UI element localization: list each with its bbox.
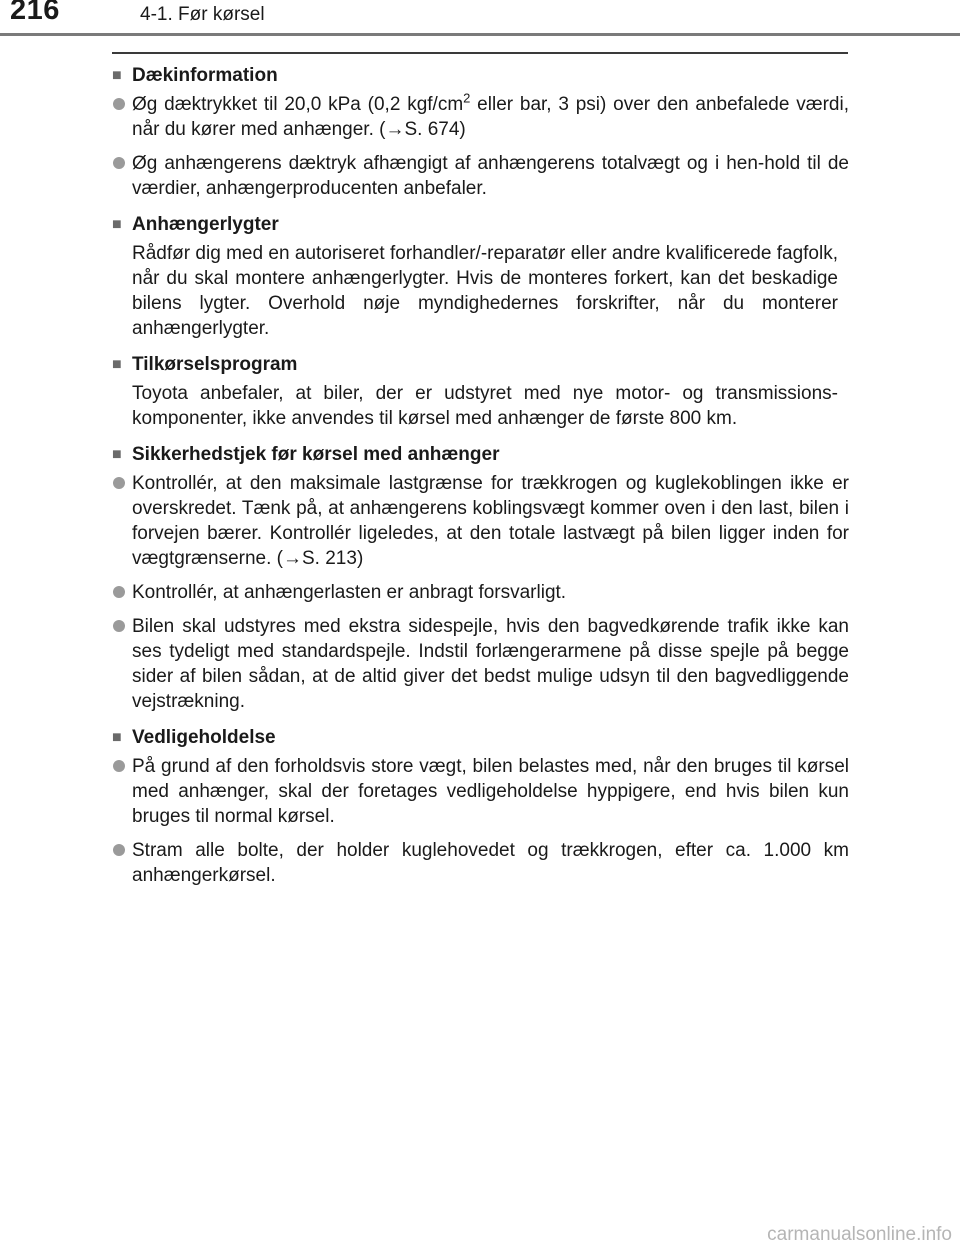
section-heading bbox=[112, 63, 849, 88]
watermark-link[interactable]: carmanualsonline.info bbox=[767, 1224, 952, 1245]
circle-bullet-icon bbox=[112, 614, 132, 639]
section-title: Tilkørselsprogram bbox=[132, 354, 298, 375]
list-item-text: Kontrollér, at anhængerlasten er anbragt forsvarligt. bbox=[132, 582, 567, 603]
list-item-text: Øg anhængerens dæktryk afhængigt af anhængerens totalvægt og i hen-hold til de værdier, anhængerproducenten anbefaler. bbox=[132, 153, 849, 199]
circle-bullet-icon bbox=[112, 92, 132, 117]
section-heading bbox=[112, 352, 849, 377]
list-item-text-part: Øg dæktrykket til 20,0 kPa (0,2 kgf/cm bbox=[132, 94, 464, 115]
list-item-text: Bilen skal udstyres med ekstra sidespejle, hvis den bagvedkørende trafik ikke kan ses tydeligt med standardspejle. Indstil forlængerarmene på disse spejle på begge sider af bilen sådan, at de altid giver det bedst mulige udsyn til den bagvedliggende vejstrækning. bbox=[132, 616, 849, 712]
page-number: 216 bbox=[10, 0, 60, 26]
circle-bullet-icon bbox=[112, 471, 132, 496]
list-item-text bbox=[132, 92, 849, 142]
list-item-text-part: eller bar, 3 psi) over den anbefalede værdi, når du kører med anhænger. (→S. 674) bbox=[132, 94, 849, 140]
section-sikkerhedstjek bbox=[112, 442, 849, 714]
section-heading bbox=[112, 442, 849, 467]
content-divider bbox=[112, 52, 848, 54]
section-heading bbox=[112, 725, 849, 750]
superscript: 2 bbox=[463, 90, 471, 106]
square-bullet-icon: ■ bbox=[112, 216, 122, 233]
circle-bullet-icon bbox=[112, 754, 132, 779]
square-bullet-icon: ■ bbox=[112, 356, 122, 373]
section-title: Dækinformation bbox=[132, 65, 278, 86]
list-item bbox=[112, 754, 849, 829]
section-title: Vedligeholdelse bbox=[132, 727, 276, 748]
section-title: Sikkerhedstjek før kørsel med anhænger bbox=[132, 444, 500, 465]
section-tilkoerselsprogram bbox=[112, 352, 849, 431]
list-item bbox=[112, 580, 849, 605]
chapter-title: 4-1. Før kørsel bbox=[140, 4, 265, 25]
circle-bullet-icon bbox=[112, 838, 132, 863]
list-item bbox=[112, 471, 849, 571]
section-title: Anhængerlygter bbox=[132, 214, 279, 235]
section-heading bbox=[112, 212, 849, 237]
list-item bbox=[112, 151, 849, 201]
page-content bbox=[112, 63, 849, 899]
square-bullet-icon: ■ bbox=[112, 67, 122, 84]
list-item bbox=[112, 92, 849, 142]
section-anhaengerlygter bbox=[112, 212, 849, 341]
list-item-text: Kontrollér, at den maksimale lastgrænse for trækkrogen og kuglekoblingen ikke er overskredet. Tænk på, at anhængerens koblingsvægt kommer oven i den last, bilen i forvejen bærer. Kontrollér ligeledes, at den totale lastvægt på bilen ligger inden for vægtgrænserne. (→S. 213) bbox=[132, 473, 849, 569]
circle-bullet-icon bbox=[112, 151, 132, 176]
section-vedligeholdelse bbox=[112, 725, 849, 888]
list-item bbox=[112, 614, 849, 714]
circle-bullet-icon bbox=[112, 580, 132, 605]
square-bullet-icon: ■ bbox=[112, 729, 122, 746]
list-item bbox=[112, 838, 849, 888]
header-divider bbox=[0, 33, 960, 36]
square-bullet-icon: ■ bbox=[112, 446, 122, 463]
list-item-text: På grund af den forholdsvis store vægt, bilen belastes med, når den bruges til kørsel med anhænger, skal der foretages vedligeholdelse hyppigere, end hvis bilen kun bruges til normal kørsel. bbox=[132, 756, 849, 827]
section-daekinformation bbox=[112, 63, 849, 201]
section-paragraph: Toyota anbefaler, at biler, der er udstyret med nye motor- og transmissions-komponenter, ikke anvendes til kørsel med anhænger de første 800 km. bbox=[132, 383, 838, 429]
section-paragraph: Rådfør dig med en autoriseret forhandler/-reparatør eller andre kvalificerede fagfolk, når du skal montere anhængerlygter. Hvis de monteres forkert, kan det beskadige bilens lygter. Overhold nøje myndighedernes forskrifter, når du monterer anhængerlygter. bbox=[132, 243, 838, 339]
list-item-text: Stram alle bolte, der holder kuglehovedet og trækkrogen, efter ca. 1.000 km anhængerkørsel. bbox=[132, 840, 849, 886]
